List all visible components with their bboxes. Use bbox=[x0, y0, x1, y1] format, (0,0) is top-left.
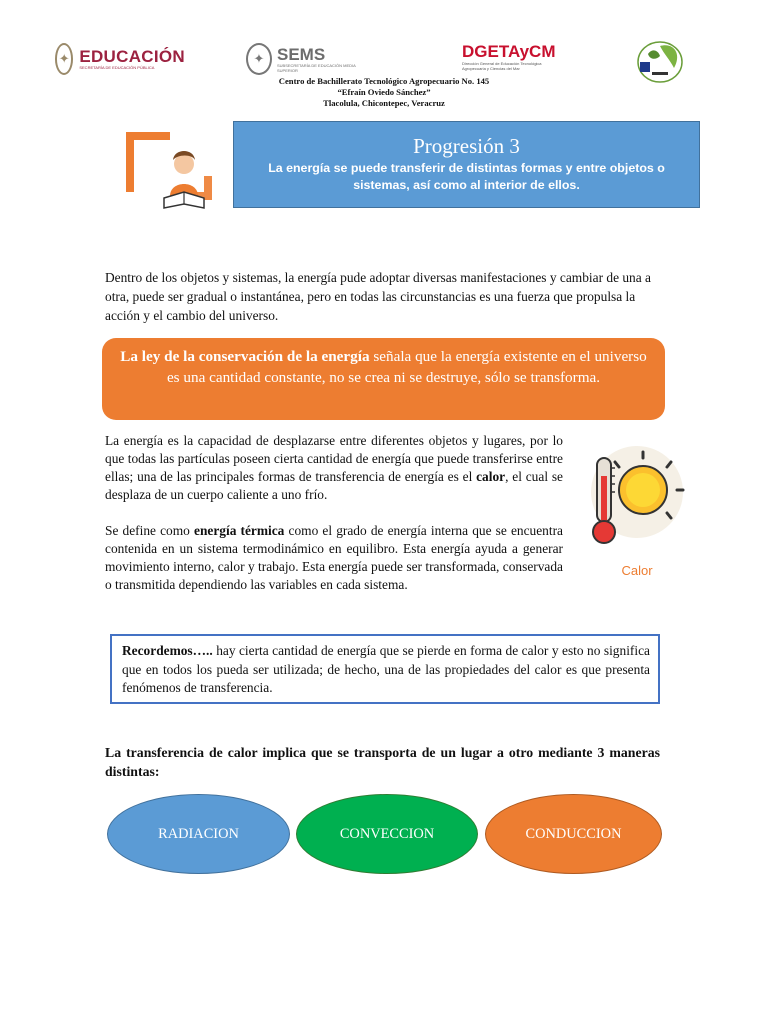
educacion-logo-text: EDUCACIÓN bbox=[79, 46, 185, 66]
remember-text: hay cierta cantidad de energía que se pierde en forma de calor y esto no significa que en todos los pueda ser utilizada; de hecho, una de las propiedades del calor es que presenta fenómenos de transferencia. bbox=[122, 643, 650, 695]
conservation-law-text: señala que la energía existente en el universo es una cantidad constante, no se crea ni se destruye, sólo se transforma. bbox=[166, 348, 647, 386]
dgetaycm-logo-subtext: Dirección General de Educación Tecnológica Agropecuaria y Ciencias del Mar bbox=[462, 61, 542, 71]
conduction-ellipse bbox=[485, 794, 662, 874]
calor-caption: Calor bbox=[621, 563, 653, 578]
radiation-ellipse bbox=[107, 794, 290, 874]
educacion-logo bbox=[55, 42, 185, 76]
dgetaycm-logo-text: DGETAyCM bbox=[462, 42, 556, 61]
sems-logo bbox=[246, 42, 356, 76]
institution-honoree: “Efraín Oviedo Sánchez” bbox=[337, 87, 431, 97]
heat-transfer-heading: La transferencia de calor implica que se transporta de un lugar a otro mediante 3 maneras distintas: bbox=[105, 745, 660, 779]
energy-paragraph-calor: calor bbox=[476, 469, 506, 484]
cbta-school-logo-icon bbox=[630, 32, 690, 88]
energy-paragraph-text-a: La energía es la capacidad de desplazarse entre diferentes objetos y lugares, por lo que todas las partículas poseen cierta cantidad de energía que puede transferirse entre ellas; una de las principales formas de transferencia de energía es el bbox=[105, 433, 563, 484]
thermal-energy-paragraph bbox=[105, 522, 563, 594]
energy-paragraph bbox=[105, 432, 563, 504]
institution-header bbox=[200, 76, 568, 109]
radiation-label: RADIACION bbox=[158, 825, 239, 842]
dgetaycm-logo bbox=[462, 43, 562, 73]
remember-box bbox=[110, 634, 660, 704]
progression-title: Progresión 3 bbox=[413, 134, 520, 158]
sems-logo-subtext: SUBSECRETARÍA DE EDUCACIÓN MEDIA SUPERIOR bbox=[276, 62, 356, 73]
thermal-text-a: Se define como bbox=[105, 523, 194, 538]
progression-banner bbox=[233, 121, 700, 208]
energy-paragraph-text-b: , el cual se desplaza de un cuerpo caliente a uno frío. bbox=[105, 469, 563, 502]
progression-subtitle: La energía se puede transferir de distintas formas y entre objetos o sistemas, así como al interior de ellos. bbox=[268, 161, 665, 192]
student-reading-icon bbox=[108, 118, 230, 216]
conservation-law-title: La ley de la conservación de la energía bbox=[120, 348, 370, 365]
educacion-logo-subtext: SECRETARÍA DE EDUCACIÓN PÚBLICA bbox=[79, 64, 155, 70]
thermometer-sun-icon bbox=[575, 440, 695, 555]
intro-paragraph: Dentro de los objetos y sistemas, la energía pude adoptar diversas manifestaciones y cambiar de una a otra, puede ser gradual o instantánea, pero en todas las circunstancias es una fuerza que propulsa la acción y el cambio del universo. bbox=[105, 270, 651, 323]
conduction-label: CONDUCCION bbox=[525, 825, 622, 842]
remember-title: Recordemos….. bbox=[122, 643, 213, 658]
institution-name: Centro de Bachillerato Tecnológico Agropecuario No. 145 bbox=[278, 76, 490, 86]
convection-label: CONVECCION bbox=[339, 825, 435, 842]
institution-location: Tlacolula, Chicontepec, Veracruz bbox=[323, 98, 445, 108]
thermal-term: energía térmica bbox=[194, 523, 285, 538]
thermal-text-b: como el grado de energía interna que se encuentra contenida en un sistema termodinámico en equilibro. Esta energía ayuda a generar movimiento interno, calor y trabajo. Esta energía puede ser transformada, conservada o transmitida dependiendo las variables en cada sistema. bbox=[105, 523, 563, 592]
sems-logo-text: SEMS bbox=[276, 44, 326, 64]
eagle-seal-icon: ✦ bbox=[55, 43, 73, 75]
conservation-law-box bbox=[102, 338, 665, 420]
convection-ellipse bbox=[296, 794, 478, 874]
eagle-seal-icon: ✦ bbox=[246, 43, 272, 75]
